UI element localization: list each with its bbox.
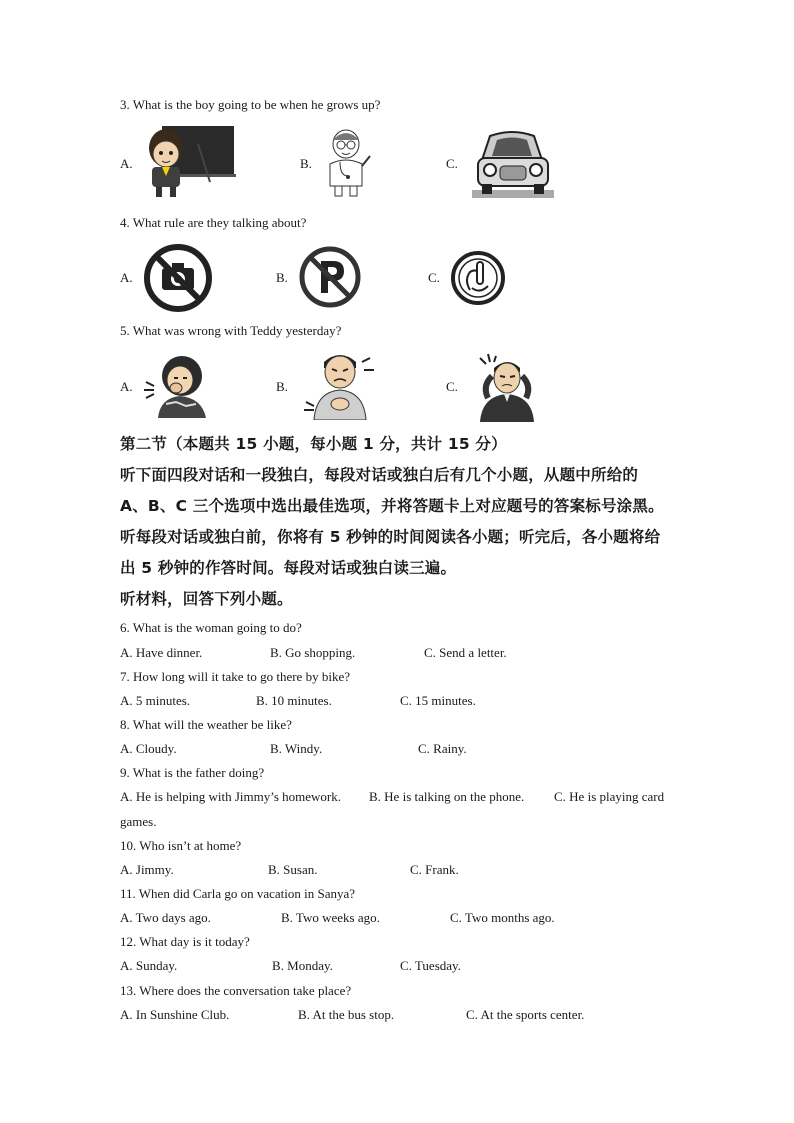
q9-option-a[interactable]: A. He is helping with Jimmy’s homework. (120, 789, 341, 804)
headache-man-picture[interactable] (470, 350, 542, 422)
q11-option-a[interactable]: A. Two days ago. (120, 910, 211, 925)
section-instruction-line-4: 出 5 秒钟的作答时间。每段对话或独白读三遍。 (120, 559, 457, 577)
question-12-text: 12. What day is it today? (120, 934, 250, 949)
q4-option-a-label[interactable]: A. (120, 270, 133, 285)
section-instruction-line-1: 听下面四段对话和一段独白，每段对话或独白后有几个小题，从题中所给的 (120, 466, 639, 484)
doctor-picture[interactable] (318, 126, 378, 198)
question-5-text: 5. What was wrong with Teddy yesterday? (120, 323, 342, 338)
question-6-text: 6. What is the woman going to do? (120, 620, 302, 635)
q10-option-c[interactable]: C. Frank. (410, 862, 459, 877)
q8-option-c[interactable]: C. Rainy. (418, 741, 467, 756)
question-9-text: 9. What is the father doing? (120, 765, 265, 780)
no-photography-sign[interactable] (142, 244, 214, 312)
q9-option-b[interactable]: B. He is talking on the phone. (369, 789, 525, 804)
q5-option-b-label[interactable]: B. (276, 379, 288, 394)
q6-option-c[interactable]: C. Send a letter. (424, 645, 507, 660)
q8-option-b[interactable]: B. Windy. (270, 741, 323, 756)
q4-option-b-label[interactable]: B. (276, 270, 288, 285)
q4-option-c-label[interactable]: C. (428, 270, 440, 285)
question-13-text: 13. Where does the conversation take place? (120, 983, 352, 998)
q13-option-b[interactable]: B. At the bus stop. (298, 1007, 395, 1022)
section-instruction-line-3: 听每段对话或独白前，你将有 5 秒钟的时间阅读各小题；听完后，各小题将给 (120, 528, 661, 546)
q3-option-c-label[interactable]: C. (446, 156, 458, 171)
sick-man-picture[interactable] (300, 348, 382, 420)
section-heading: 第二节（本题共 15 小题，每小题 1 分，共计 15 分） (120, 435, 507, 453)
car-picture[interactable] (472, 126, 554, 202)
q7-option-a[interactable]: A. 5 minutes. (120, 693, 191, 708)
q12-option-c[interactable]: C. Tuesday. (400, 958, 461, 973)
q12-option-a[interactable]: A. Sunday. (120, 958, 178, 973)
keep-quiet-sign[interactable] (450, 250, 506, 306)
q11-option-c[interactable]: C. Two months ago. (450, 910, 555, 925)
q7-option-c[interactable]: C. 15 minutes. (400, 693, 476, 708)
q10-option-a[interactable]: A. Jimmy. (120, 862, 174, 877)
question-7-text: 7. How long will it take to go there by bike? (120, 669, 350, 684)
sub-instruction: 听材料，回答下列小题。 (120, 590, 293, 608)
no-parking-sign[interactable] (298, 246, 362, 308)
q12-option-b[interactable]: B. Monday. (272, 958, 333, 973)
q6-option-b[interactable]: B. Go shopping. (270, 645, 356, 660)
teacher-at-blackboard-picture[interactable] (140, 124, 240, 200)
q5-option-a-label[interactable]: A. (120, 379, 133, 394)
q10-option-b[interactable]: B. Susan. (268, 862, 318, 877)
q3-option-a-label[interactable]: A. (120, 156, 133, 171)
section-instruction-line-2: A、B、C 三个选项中选出最佳选项，并将答题卡上对应题号的答案标号涂黑。 (120, 497, 664, 515)
q11-option-b[interactable]: B. Two weeks ago. (281, 910, 380, 925)
q3-option-b-label[interactable]: B. (300, 156, 312, 171)
question-10-text: 10. Who isn’t at home? (120, 838, 242, 853)
question-8-text: 8. What will the weather be like? (120, 717, 292, 732)
q13-option-c[interactable]: C. At the sports center. (466, 1007, 585, 1022)
q9-option-c-continued: games. (120, 814, 157, 829)
q8-option-a[interactable]: A. Cloudy. (120, 741, 177, 756)
q13-option-a[interactable]: A. In Sunshine Club. (120, 1007, 230, 1022)
question-3-text: 3. What is the boy going to be when he grows up? (120, 97, 381, 112)
coughing-woman-picture[interactable] (140, 352, 212, 418)
question-4-text: 4. What rule are they talking about? (120, 215, 307, 230)
q5-option-c-label[interactable]: C. (446, 379, 458, 394)
question-11-text: 11. When did Carla go on vacation in Sanya? (120, 886, 356, 901)
q7-option-b[interactable]: B. 10 minutes. (256, 693, 332, 708)
q9-option-c[interactable]: C. He is playing card (554, 789, 665, 804)
q6-option-a[interactable]: A. Have dinner. (120, 645, 203, 660)
